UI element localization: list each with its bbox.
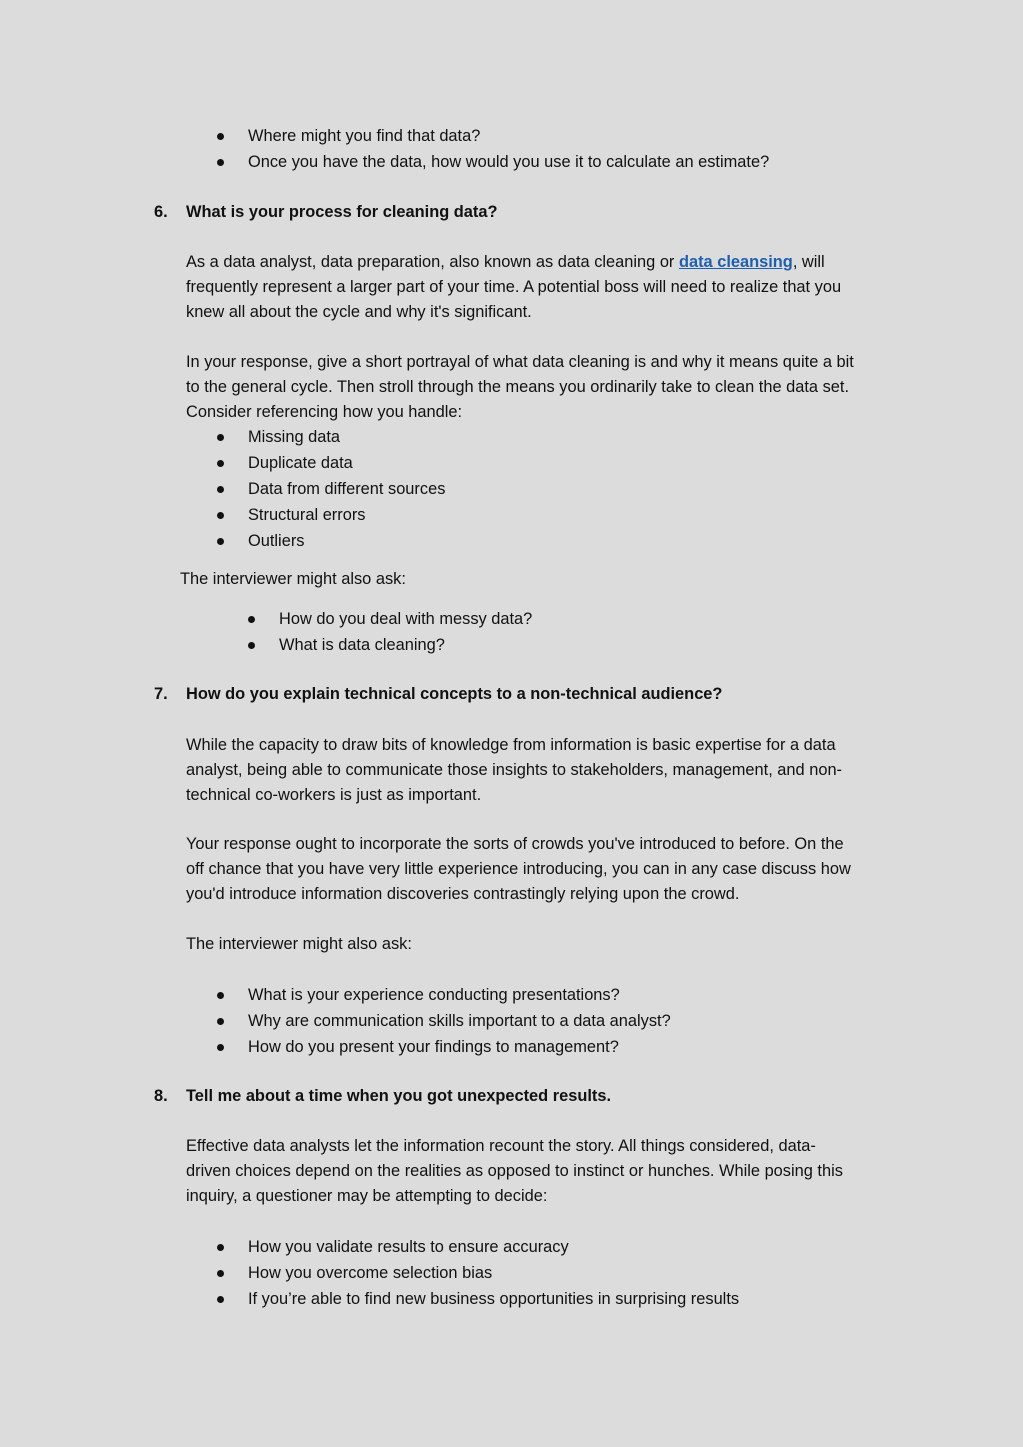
list-item: Missing data xyxy=(248,428,341,446)
data-cleansing-link[interactable]: data cleansing xyxy=(678,253,793,271)
bullet-icon xyxy=(217,133,224,140)
bullet-icon xyxy=(217,1296,224,1303)
section-heading: What is your process for cleaning data? xyxy=(186,203,498,221)
paragraph-line xyxy=(186,250,825,275)
bullet-icon xyxy=(217,538,224,545)
paragraph-line: In your response, give a short portrayal of what data cleaning is and why it means quite a bit xyxy=(186,353,854,371)
bullet-icon xyxy=(217,1270,224,1277)
list-item: Once you have the data, how would you use it to calculate an estimate? xyxy=(248,153,770,171)
paragraph-line: technical co-workers is just as important. xyxy=(186,786,482,804)
bullet-icon xyxy=(217,1244,224,1251)
paragraph-text: , will xyxy=(792,253,825,271)
list-item: Outliers xyxy=(248,532,305,550)
list-item: Data from different sources xyxy=(248,480,446,498)
list-item: How you overcome selection bias xyxy=(248,1264,493,1282)
bullet-icon xyxy=(217,1044,224,1051)
list-item: How you validate results to ensure accuracy xyxy=(248,1238,569,1256)
paragraph-line: knew all about the cycle and why it's significant. xyxy=(186,303,532,321)
section-heading: Tell me about a time when you got unexpected results. xyxy=(186,1087,612,1105)
section-number: 8. xyxy=(154,1087,168,1105)
bullet-icon xyxy=(217,992,224,999)
section-heading: How do you explain technical concepts to a non-technical audience? xyxy=(186,685,723,703)
paragraph-line: frequently represent a larger part of your time. A potential boss will need to realize that you xyxy=(186,278,842,296)
bullet-icon xyxy=(217,434,224,441)
paragraph-line: driven choices depend on the realities as opposed to instinct or hunches. While posing this xyxy=(186,1162,843,1180)
also-ask-label: The interviewer might also ask: xyxy=(186,935,412,953)
bullet-icon xyxy=(217,486,224,493)
section-number: 6. xyxy=(154,203,168,221)
paragraph-line: inquiry, a questioner may be attempting to decide: xyxy=(186,1187,548,1205)
list-item: How do you present your findings to management? xyxy=(248,1038,619,1056)
list-item: Where might you find that data? xyxy=(248,127,481,145)
paragraph-line: off chance that you have very little experience introducing, you can in any case discuss how xyxy=(186,860,851,878)
paragraph-line: Effective data analysts let the information recount the story. All things considered, data- xyxy=(186,1137,816,1155)
section-number: 7. xyxy=(154,685,168,703)
bullet-icon xyxy=(217,159,224,166)
list-item: Why are communication skills important to a data analyst? xyxy=(248,1012,671,1030)
paragraph-line: you'd introduce information discoveries contrastingly relying upon the crowd. xyxy=(186,885,740,903)
list-item: What is your experience conducting presentations? xyxy=(248,986,620,1004)
list-item: How do you deal with messy data? xyxy=(279,610,533,628)
list-item: If you’re able to find new business opportunities in surprising results xyxy=(248,1290,740,1308)
also-ask-label: The interviewer might also ask: xyxy=(180,570,406,588)
bullet-icon xyxy=(217,512,224,519)
bullet-icon xyxy=(217,1018,224,1025)
bullet-icon xyxy=(248,642,255,649)
paragraph-line: Your response ought to incorporate the sorts of crowds you've introduced to before. On the xyxy=(186,835,844,853)
paragraph-line: to the general cycle. Then stroll through the means you ordinarily take to clean the data set. xyxy=(186,378,849,396)
bullet-icon xyxy=(217,460,224,467)
paragraph-text: As a data analyst, data preparation, also known as data cleaning or xyxy=(186,253,679,271)
bullet-icon xyxy=(248,616,255,623)
paragraph-line: Consider referencing how you handle: xyxy=(186,403,463,421)
paragraph-line: analyst, being able to communicate those insights to stakeholders, management, and non- xyxy=(186,761,843,779)
list-item: What is data cleaning? xyxy=(279,636,445,654)
paragraph-line: While the capacity to draw bits of knowledge from information is basic expertise for a data xyxy=(186,736,836,754)
list-item: Structural errors xyxy=(248,506,366,524)
list-item: Duplicate data xyxy=(248,454,353,472)
